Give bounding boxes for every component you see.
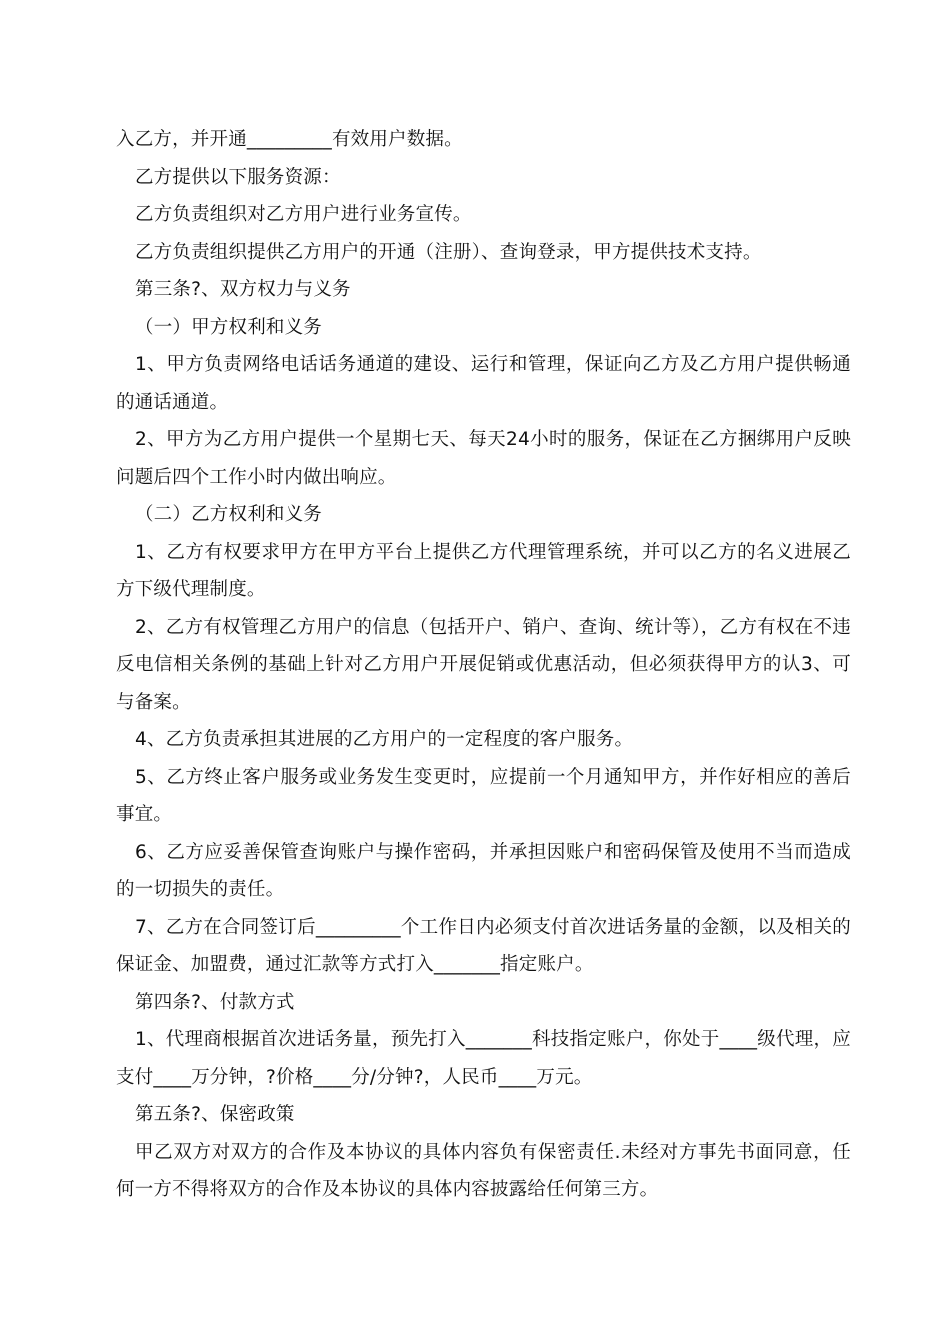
paragraph: 乙方负责组织对乙方用户进行业务宣传。	[135, 204, 472, 225]
paragraph: 乙方负责组织提供乙方用户的开通（注册）、查询登录，甲方提供技术支持。	[135, 241, 762, 263]
paragraph: 入乙方，并开通_________有效用户数据。	[116, 129, 463, 150]
section-heading: 第三条?、双方权力与义务	[135, 279, 351, 300]
section-heading: 第五条?、保密政策	[135, 1104, 295, 1125]
paragraph: 4、乙方负责承担其进展的乙方用户的一定程度的客户服务。	[135, 729, 634, 750]
paragraph: 7、乙方在合同签订后_________个工作日内必须支付首次进话务量的金额，以及相关的保证金、加盟费，通过汇款等方式打入_______指定账户。	[116, 916, 851, 975]
paragraph: 1、乙方有权要求甲方在甲方平台上提供乙方代理管理系统，并可以乙方的名义进展乙方下级代理制度。	[116, 541, 851, 600]
paragraph: 乙方提供以下服务资源：	[135, 166, 341, 188]
paragraph: 甲乙双方对双方的合作及本协议的具体内容负有保密责任.未经对方事先书面同意，任何一方不得将双方的合作及本协议的具体内容披露给任何第三方。	[116, 1141, 851, 1200]
paragraph: 1、代理商根据首次进话务量，预先打入_______科技指定账户，你处于____级代理，应支付____万分钟，?价格____分/分钟?，人民币____万元。	[116, 1029, 851, 1088]
paragraph: 2、乙方有权管理乙方用户的信息（包括开户、销户、查询、统计等），乙方有权在不违反电信相关条例的基础上针对乙方用户开展促销或优惠活动，但必须获得甲方的认3、可与备案。	[116, 616, 851, 713]
paragraph: 5、乙方终止客户服务或业务发生变更时，应提前一个月通知甲方，并作好相应的善后事宜。	[116, 766, 851, 825]
paragraph: 1、甲方负责网络电话话务通道的建设、运行和管理，保证向乙方及乙方用户提供畅通的通话通道。	[116, 354, 851, 413]
paragraph: 6、乙方应妥善保管查询账户与操作密码，并承担因账户和密码保管及使用不当而造成的一切损失的责任。	[116, 841, 851, 900]
subsection-heading: （一）甲方权利和义务	[135, 316, 323, 338]
document-body	[116, 121, 851, 1209]
paragraph: 2、甲方为乙方用户提供一个星期七天、每天24小时的服务，保证在乙方捆绑用户反映问题后四个工作小时内做出响应。	[116, 429, 851, 488]
section-heading: 第四条?、付款方式	[135, 991, 295, 1013]
subsection-heading: （二）乙方权利和义务	[135, 504, 323, 525]
